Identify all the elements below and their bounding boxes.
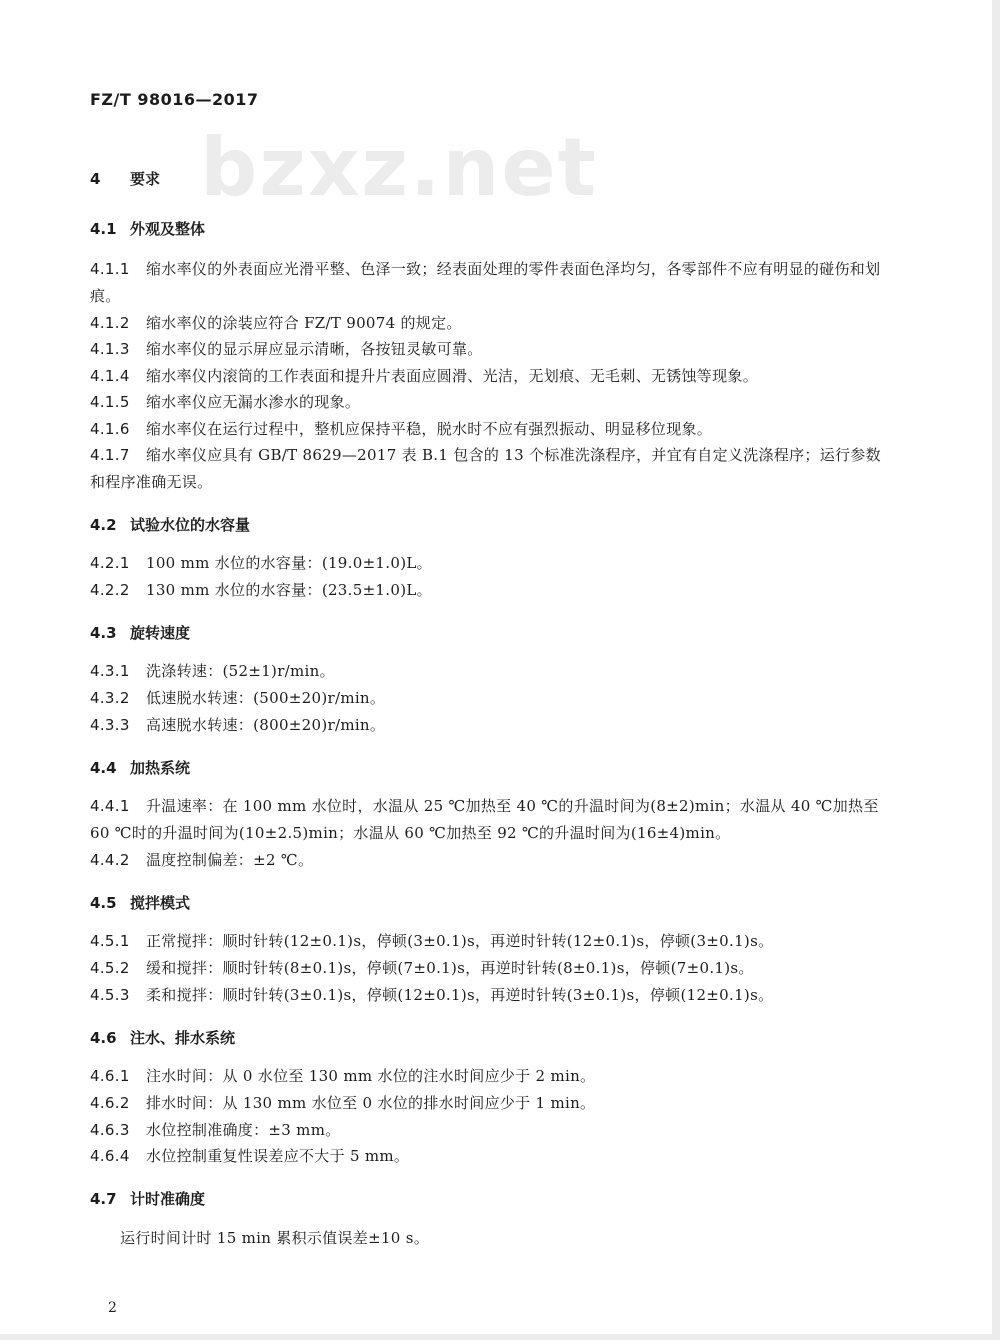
page-edge-bottom — [0, 1334, 1000, 1340]
section-number: 4 — [90, 170, 101, 188]
clause-4-5-1 — [90, 928, 890, 955]
clause-4-5-2 — [90, 955, 890, 982]
section-number: 4.1 — [90, 220, 117, 238]
section-title: 注水、排水系统 — [130, 1029, 236, 1047]
clause-number: 4.1.3 — [90, 340, 130, 358]
clause-text: 缩水率仪内滚筒的工作表面和提升片表面应圆滑、光洁，无划痕、无毛刺、无锈蚀等现象。 — [146, 367, 759, 385]
clause-4-3-1 — [90, 658, 890, 685]
page-number: 2 — [108, 1300, 117, 1316]
clause-number: 4.6.2 — [90, 1094, 130, 1112]
section-heading-4-6 — [90, 1027, 235, 1048]
clause-text: 缩水率仪应具有 GB/T 8629—2017 表 B.1 包含的 13 个标准洗涤程序，并宜有自定义洗涤程序；运行参数和程序准确无误。 — [90, 446, 881, 491]
clause-number: 4.1.6 — [90, 420, 130, 438]
clause-number: 4.2.2 — [90, 581, 130, 599]
clause-text: 100 mm 水位的水容量：(19.0±1.0)L。 — [146, 554, 432, 572]
section-title: 试验水位的水容量 — [130, 516, 251, 534]
section-number: 4.2 — [90, 516, 117, 534]
clause-4-3-2 — [90, 685, 890, 712]
clause-4-1-1 — [90, 256, 890, 310]
clause-text: 洗涤转速：(52±1)r/min。 — [146, 662, 335, 680]
clause-text: 注水时间：从 0 水位至 130 mm 水位的注水时间应少于 2 min。 — [146, 1067, 596, 1085]
section-heading-4-3 — [90, 622, 190, 643]
clause-text: 排水时间：从 130 mm 水位至 0 水位的排水时间应少于 1 min。 — [146, 1094, 596, 1112]
clause-4-4-1 — [90, 793, 890, 847]
clause-4-7-text: 运行时间计时 15 min 累积示值误差±10 s。 — [120, 1229, 429, 1247]
section-number: 4.4 — [90, 759, 117, 777]
clause-4-6-1 — [90, 1063, 890, 1090]
clause-text: 正常搅拌：顺时针转(12±0.1)s，停顿(3±0.1)s，再逆时针转(12±0.1)s，停顿(3±0.1)s。 — [146, 932, 774, 950]
clause-number: 4.3.1 — [90, 662, 130, 680]
clause-4-4-2 — [90, 847, 890, 874]
clause-number: 4.4.2 — [90, 851, 130, 869]
clause-number: 4.3.3 — [90, 716, 130, 734]
section-heading-4 — [90, 168, 160, 189]
clause-text: 升温速率：在 100 mm 水位时，水温从 25 ℃加热至 40 ℃的升温时间为(8±2)min；水温从 40 ℃加热至 60 ℃时的升温时间为(10±2.5)min；水温从 60 ℃加热至 92 ℃的升温时间为(16±4)min。 — [90, 797, 879, 842]
clause-text: 缩水率仪应无漏水渗水的现象。 — [146, 393, 361, 411]
clause-4-6-2 — [90, 1090, 890, 1117]
section-heading-4-1 — [90, 218, 205, 239]
section-title: 要求 — [130, 170, 161, 188]
section-title: 加热系统 — [130, 759, 191, 777]
clause-number: 4.6.1 — [90, 1067, 130, 1085]
clause-4-1-3 — [90, 336, 890, 363]
section-number: 4.6 — [90, 1029, 117, 1047]
clause-number: 4.6.3 — [90, 1121, 130, 1139]
clause-text: 缩水率仪的显示屏应显示清晰，各按钮灵敏可靠。 — [146, 340, 483, 358]
clause-text: 低速脱水转速：(500±20)r/min。 — [146, 689, 386, 707]
section-number: 4.5 — [90, 894, 117, 912]
clause-4-1-2 — [90, 310, 890, 337]
section-number: 4.3 — [90, 624, 117, 642]
clause-text: 柔和搅拌：顺时针转(3±0.1)s，停顿(12±0.1)s，再逆时针转(3±0.1)s，停顿(12±0.1)s。 — [146, 986, 774, 1004]
clause-text: 缓和搅拌：顺时针转(8±0.1)s，停顿(7±0.1)s，再逆时针转(8±0.1)s，停顿(7±0.1)s。 — [146, 959, 754, 977]
clause-4-6-3 — [90, 1117, 890, 1144]
page-edge-right — [992, 0, 1000, 1340]
clause-4-2-2 — [90, 577, 890, 604]
section-title: 外观及整体 — [130, 220, 206, 238]
clause-number: 4.5.3 — [90, 986, 130, 1004]
clause-text: 缩水率仪的涂装应符合 FZ/T 90074 的规定。 — [146, 314, 462, 332]
clause-4-3-3 — [90, 712, 890, 739]
clause-text: 缩水率仪在运行过程中，整机应保持平稳，脱水时不应有强烈振动、明显移位现象。 — [146, 420, 713, 438]
section-title: 旋转速度 — [130, 624, 191, 642]
section-heading-4-2 — [90, 514, 250, 535]
clause-number: 4.2.1 — [90, 554, 130, 572]
clause-number: 4.1.5 — [90, 393, 130, 411]
section-heading-4-4 — [90, 757, 190, 778]
clause-text: 130 mm 水位的水容量：(23.5±1.0)L。 — [146, 581, 432, 599]
standard-code: FZ/T 98016—2017 — [90, 90, 259, 109]
clause-text: 缩水率仪的外表面应光滑平整、色泽一致；经表面处理的零件表面色泽均匀，各零部件不应有明显的碰伤和划痕。 — [90, 260, 881, 305]
clause-number: 4.1.7 — [90, 446, 130, 464]
clause-number: 4.5.1 — [90, 932, 130, 950]
section-heading-4-5 — [90, 892, 190, 913]
clause-number: 4.1.1 — [90, 260, 130, 278]
clause-number: 4.5.2 — [90, 959, 130, 977]
clause-4-6-4 — [90, 1143, 890, 1170]
clause-text: 水位控制重复性误差应不大于 5 mm。 — [146, 1147, 410, 1165]
clause-4-1-6 — [90, 416, 890, 443]
section-title: 计时准确度 — [130, 1190, 206, 1208]
clause-4-1-7 — [90, 442, 890, 496]
clause-number: 4.6.4 — [90, 1147, 130, 1165]
clause-4-1-4 — [90, 363, 890, 390]
clause-number: 4.4.1 — [90, 797, 130, 815]
clause-text: 温度控制偏差：±2 ℃。 — [146, 851, 314, 869]
section-number: 4.7 — [90, 1190, 117, 1208]
clause-text: 水位控制准确度：±3 mm。 — [146, 1121, 341, 1139]
clause-text: 高速脱水转速：(800±20)r/min。 — [146, 716, 386, 734]
clause-4-5-3 — [90, 982, 890, 1009]
section-heading-4-7 — [90, 1188, 205, 1209]
clause-4-2-1 — [90, 550, 890, 577]
section-title: 搅拌模式 — [130, 894, 191, 912]
clause-number: 4.1.2 — [90, 314, 130, 332]
clause-number: 4.3.2 — [90, 689, 130, 707]
clause-4-1-5 — [90, 389, 890, 416]
clause-number: 4.1.4 — [90, 367, 130, 385]
watermark: bzxz.net — [200, 121, 598, 214]
